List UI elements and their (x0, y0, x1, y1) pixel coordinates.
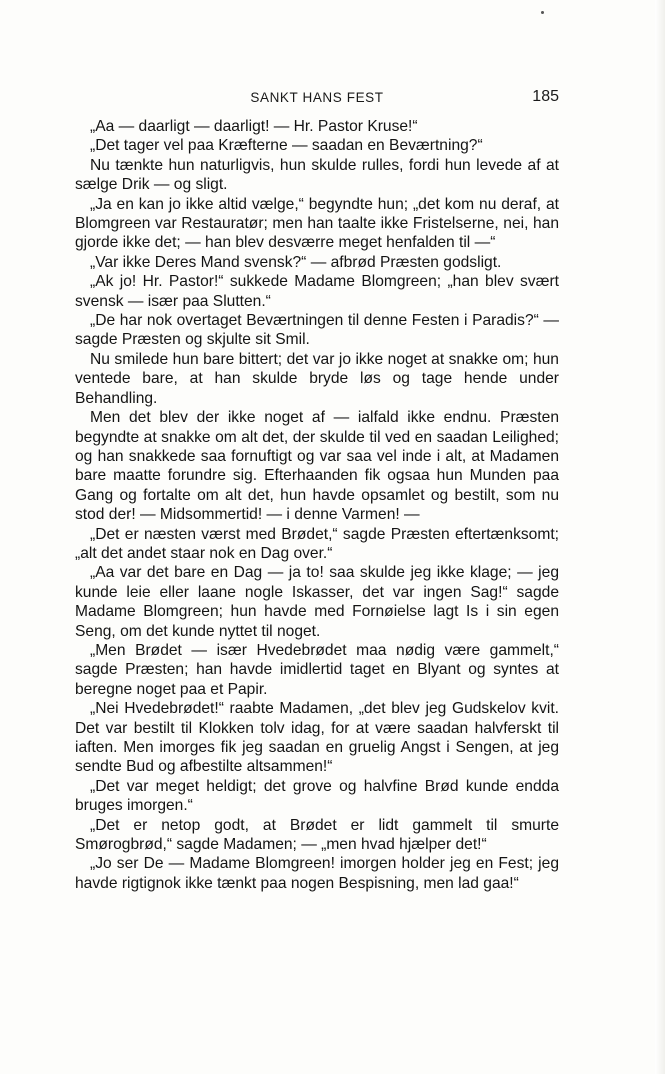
paragraph: „Ak jo! Hr. Pastor!“ sukkede Madame Blomgreen; „han blev svært svensk — især paa Slutten.“ (75, 273, 559, 310)
body-text (75, 117, 559, 893)
paragraph: „Men Brødet — især Hvedebrødet maa nødig være gammelt,“ sagde Præsten; han havde imidlertid taget en Blyant og syntes at beregne noget paa et Papir. (75, 641, 559, 698)
paragraph: „Nei Hvedebrødet!“ raabte Madamen, „det blev jeg Gudskelov kvit. Det var bestilt til Klokken tolv idag, for at være saadan halvferskt til iaften. Men imorges fik jeg saadan en gruelig Angst i Sengen, at jeg sendte Bud og afbestilte altsammen!“ (75, 700, 559, 776)
page-header (75, 88, 559, 108)
paragraph: Nu smilede hun bare bittert; det var jo ikke noget at snakke om; hun ventede bare, at han skulde bryde løs og tage hende under Behandling. (75, 350, 559, 407)
speck-mark (541, 11, 544, 14)
running-title: SANKT HANS FEST (250, 90, 384, 105)
paragraph: „Jo ser De — Madame Blomgreen! imorgen holder jeg en Fest; jeg havde rigtignok ikke tænkt paa nogen Bespisning, men lad gaa!“ (75, 855, 559, 892)
paragraph: „Det tager vel paa Kræfterne — saadan en Beværtning?“ (90, 137, 483, 155)
paragraph: „Det var meget heldigt; det grove og halvfine Brød kunde endda bruges imorgen.“ (75, 777, 559, 815)
paragraph: „Det er netop godt, at Brødet er lidt gammelt til smurte Smørogbrød,“ sagde Madamen; — „men hvad hjælper det!“ (75, 816, 559, 854)
paragraph: „Ja en kan jo ikke altid vælge,“ begyndte hun; „det kom nu deraf, at Blomgreen var Restauratør; men han taalte ikke Fristelserne, nei, han gjorde ikke det; — han blev desværre meget henfalden til —“ (75, 195, 559, 252)
paragraph: „De har nok overtaget Beværtningen til denne Festen i Paradis?“ — sagde Præsten og skjulte sit Smil. (75, 312, 559, 349)
page-number: 185 (532, 88, 559, 105)
paragraph: „Aa var det bare en Dag — ja to! saa skulde jeg ikke klage; — jeg kunde leie eller laane nogle Iskasser, det var ingen Sag!“ sagde Madame Blomgreen; hun havde med Fornøielse lagt Is i sin egen Seng, om det kunde nyttet til noget. (75, 564, 559, 640)
paragraph: „Var ikke Deres Mand svensk?“ — afbrød Præsten godsligt. (90, 253, 502, 271)
paragraph: „Aa — daarligt — daarligt! — Hr. Pastor Kruse!“ (90, 118, 418, 135)
page-edge (655, 0, 665, 1074)
paragraph: „Det er næsten værst med Brødet,“ sagde Præsten eftertænksomt; „alt det andet staar nok en Dag over.“ (75, 525, 559, 562)
paragraph: Men det blev der ikke noget af — ialfald ikke endnu. Præsten begyndte at snakke om alt det, der skulde til ved en saadan Leilighed; og han snakkede saa fornuftigt og var saa vel inde i alt, at Madamen bare maatte forundre sig. Efterhaanden fik ogsaa hun Munden paa Gang og fortalte om alt det, hun havde opsamlet og bestilt, som nu stod der! — Midsommertid! — i denne Varmen! — (75, 409, 559, 524)
paragraph: Nu tænkte hun naturligvis, hun skulde rulles, fordi hun levede af at sælge Drik — og sligt. (75, 156, 559, 194)
